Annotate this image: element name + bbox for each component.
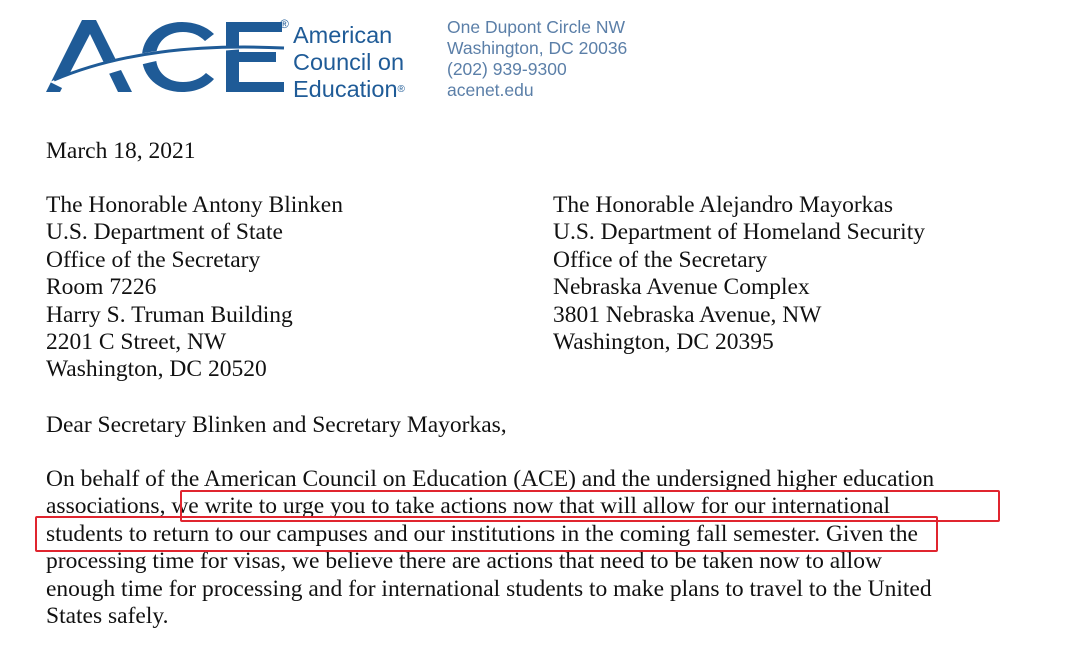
address-line: Office of the Secretary [553,246,768,273]
letter-date: March 18, 2021 [46,138,196,164]
logo-line: American [293,22,393,48]
address-line: 2201 C Street, NW [46,329,227,356]
contact-website: acenet.edu [447,80,534,100]
salutation: Dear Secretary Blinken and Secretary Mayorkas, [46,412,507,438]
ace-logo [46,12,416,104]
address-line: Nebraska Avenue Complex [553,274,810,301]
highlight-box-line-2 [35,516,938,552]
ace-monogram-icon [46,12,291,104]
body-line: States safely. [46,603,169,630]
recipient-address-state [46,192,343,384]
address-line: U.S. Department of State [46,219,283,246]
body-line: On behalf of the American Council on Education (ACE) and the undersigned higher education [46,466,935,492]
body-line: associations, we write to urge you to take actions now that will allow for our international [46,493,891,520]
address-line: The Honorable Alejandro Mayorkas [553,192,893,218]
registered-mark: ® [280,17,289,31]
contact-city: Washington, DC 20036 [447,38,628,58]
address-line: The Honorable Antony Blinken [46,192,343,218]
recipient-address-homeland [553,192,925,356]
address-line: Washington, DC 20520 [46,356,267,383]
contact-street: One Dupont Circle NW [447,17,625,37]
body-line: processing time for visas, we believe there are actions that need to be taken now to allow [46,548,882,575]
address-line: Office of the Secretary [46,246,261,273]
logo-line: Education® [293,76,405,102]
address-line: Harry S. Truman Building [46,301,293,328]
contact-phone: (202) 939-9300 [447,59,567,79]
letterhead-contact [447,17,627,101]
address-line: U.S. Department of Homeland Security [553,219,925,246]
logo-line: Council on [293,49,405,75]
body-line: enough time for processing and for international students to make plans to travel to the United [46,575,932,602]
address-line: Room 7226 [46,274,157,301]
body-line: students to return to our campuses and our institutions in the coming fall semester. Given the [46,520,918,547]
address-line: Washington, DC 20395 [553,329,774,356]
address-line: 3801 Nebraska Avenue, NW [553,301,822,328]
logo-wordmark [293,22,405,103]
registered-mark-small: ® [397,84,405,95]
